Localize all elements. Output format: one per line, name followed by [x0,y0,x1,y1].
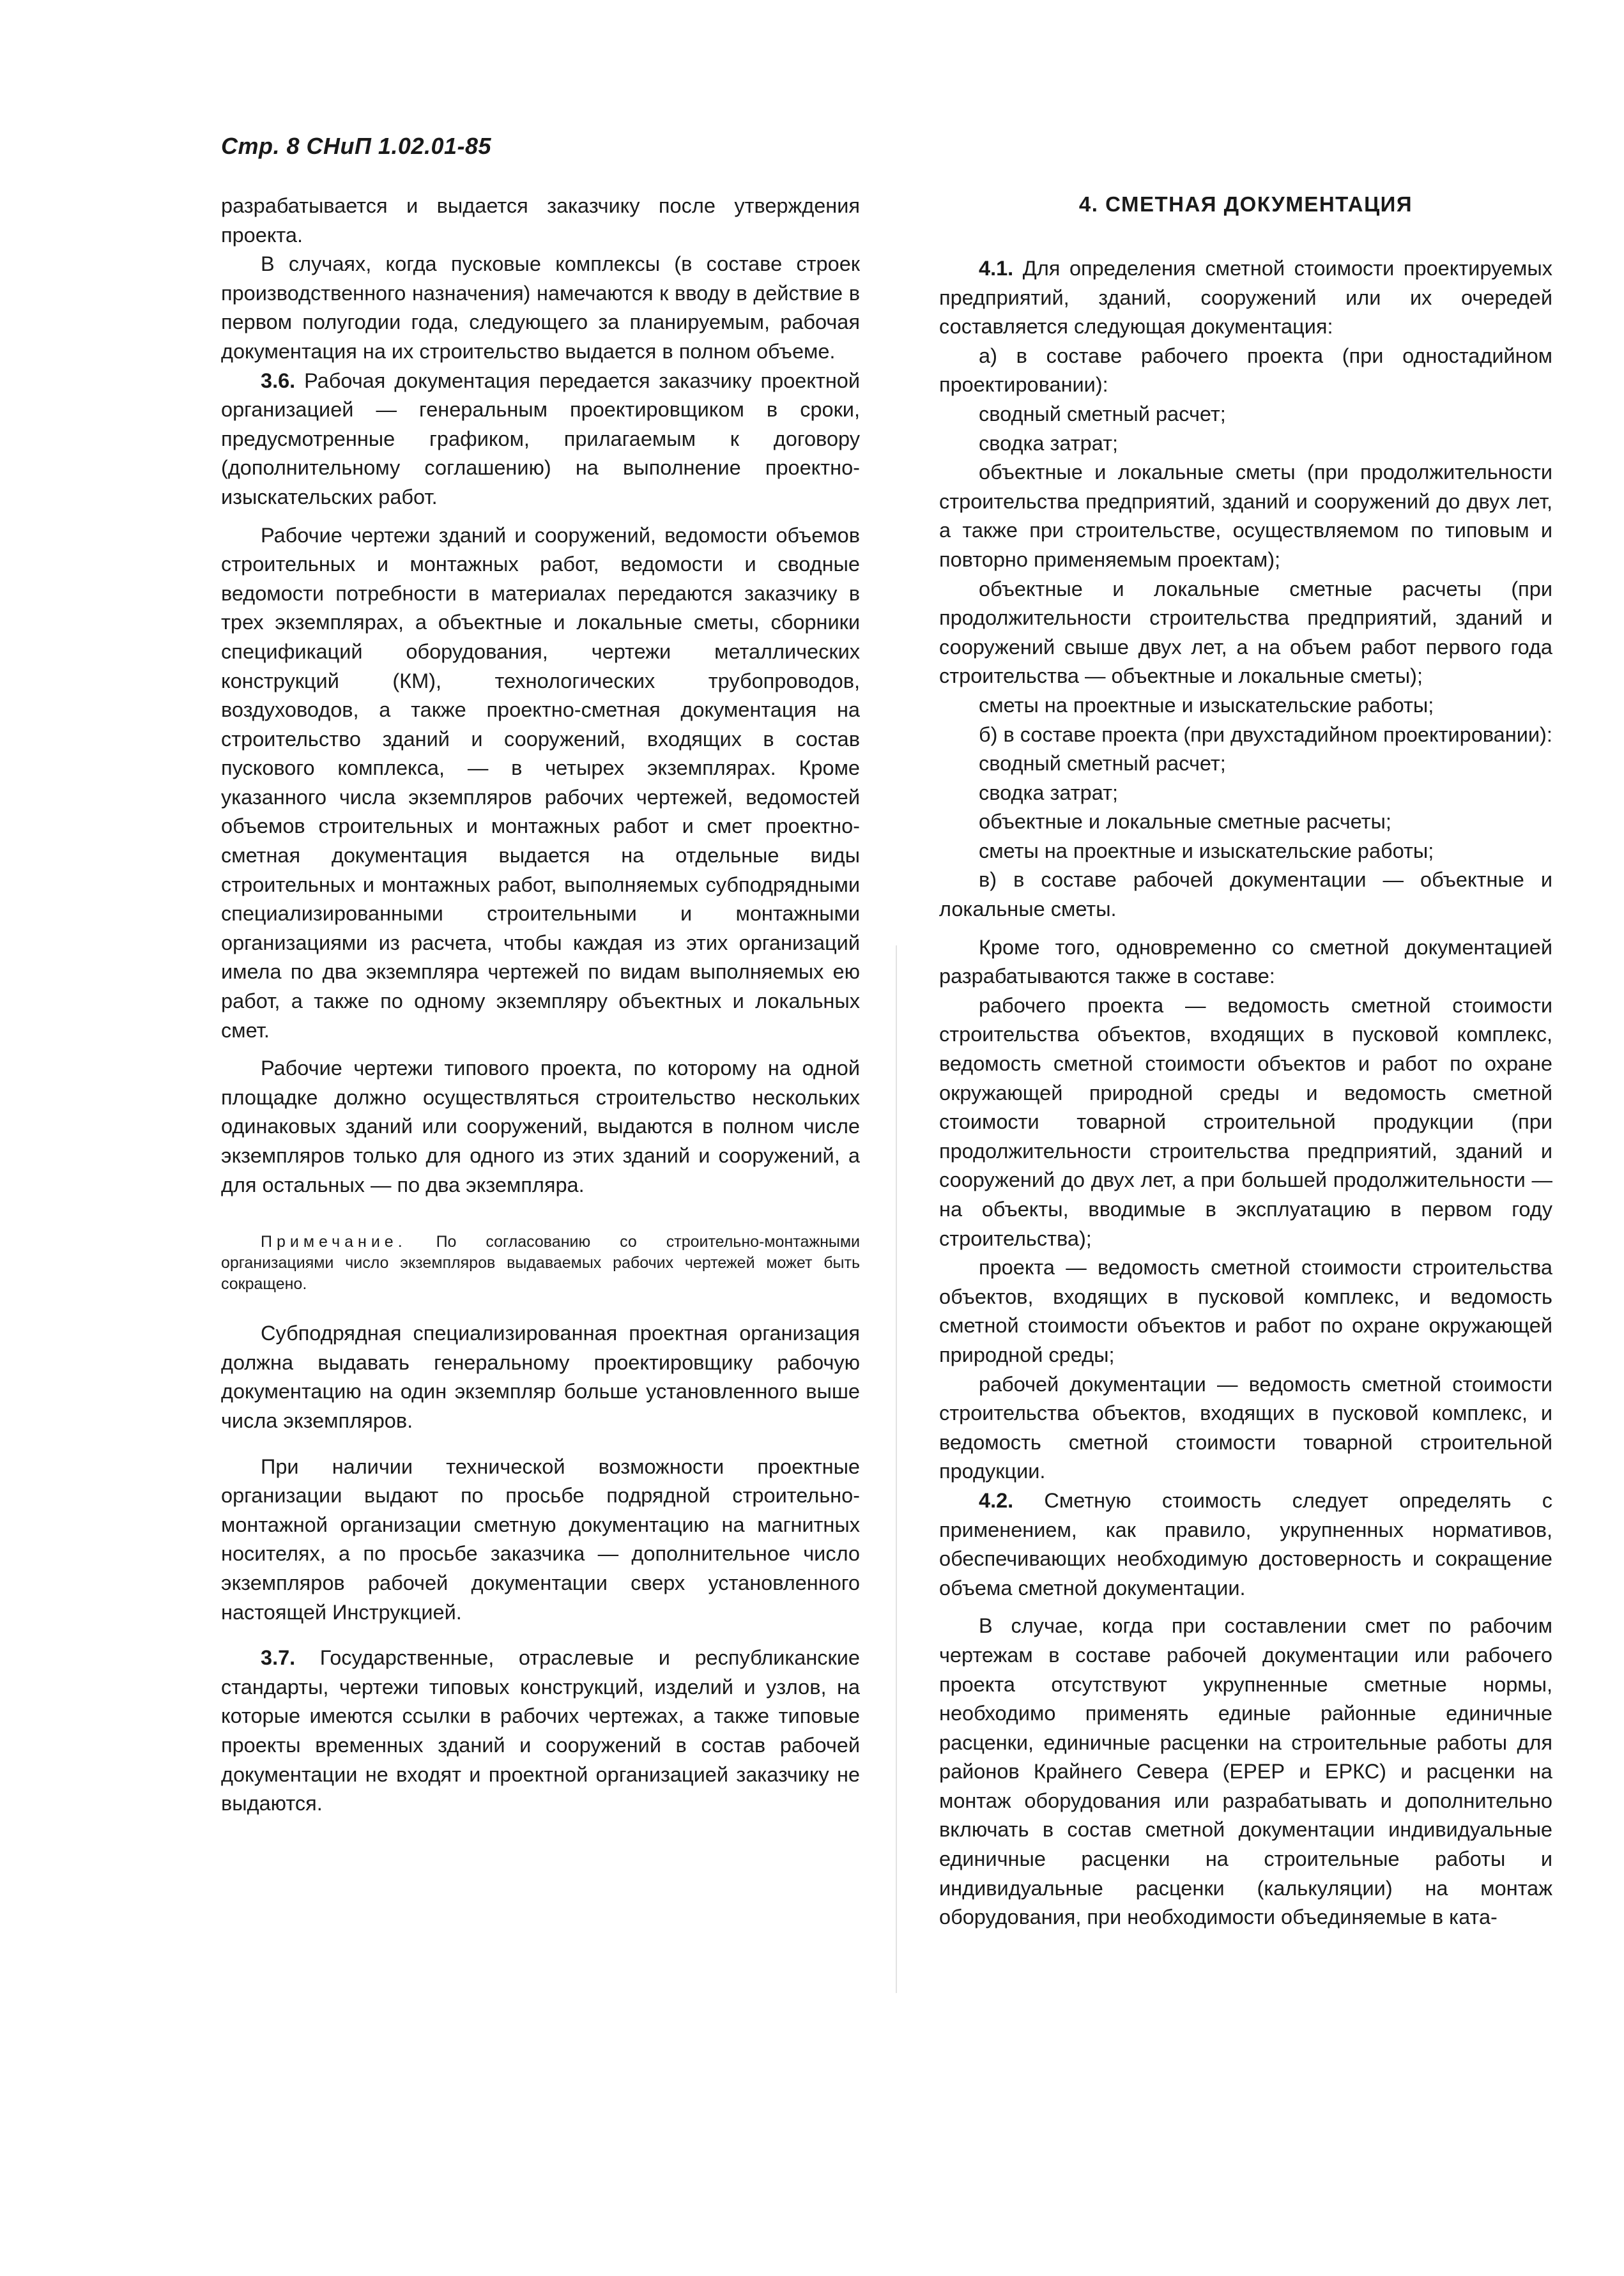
paragraph: Рабочие чертежи зданий и сооружений, ведомости объемов строительных и монтажных работ, ведомости и сводные ведомости потребности в материалах передаются заказчику в трех экземплярах, а объектные и локальные сметы, сборники спецификаций оборудования, чертежи металлических конструкций (КМ), технологических трубопроводов, воздуховодов, а также проектно-сметная документация на строительство зданий и сооружений, входящих в состав пускового комплекса, — в четырех экземплярах. Кроме указанного числа экземпляров рабочих чертежей, ведомостей объемов строительных и монтажных работ и смет проектно-сметная документация выдается на отдельные виды строительных и монтажных работ, выполняемых субподрядными специализированными строительными и монтажными организациями из расчета, чтобы каждая из этих организаций имела по два экземпляра чертежей по видам выполняемых ею работ, а также по одному экземпляру объектных и локальных смет. [221,523,860,1042]
paragraph: При наличии технической возможности проектные организации выдают по просьбе подрядной строительно-монтажной организации сметную документацию на магнитных носителях, а по просьбе заказчика — дополнительное число экземпляров рабочей документации сверх установленного настоящей Инструкцией. [221,1455,860,1624]
paragraph: проекта — ведомость сметной стоимости строительства объектов, входящих в пусковой комплекс, и ведомость сметной стоимости объектов и работ по охране окружающей природной среды; [939,1256,1552,1366]
clause-number: 3.6. [261,369,296,392]
left-column [221,192,860,1819]
list-item: сводный сметный расчет; [979,752,1226,775]
note [221,1232,860,1295]
list-item: сводный сметный расчет; [979,402,1226,425]
paragraph: В случаях, когда пусковые комплексы (в составе строек производственного назначения) намечаются к вводу в действие в первом полугодии года, следующего за планируемым, рабочая документация на их строительство выдается в полном объеме. [221,252,860,363]
note-label: Примечание. [261,1233,407,1251]
paragraph: рабочей документации — ведомость сметной стоимости строительства объектов, входящих в пусковой комплекс, и ведомость сметной стоимости товарной строительной продукции. [939,1372,1552,1483]
list-item: объектные и локальные сметные расчеты (при продолжительности строительства предприятий, зданий и сооружений свыше двух лет, а на объем работ первого года строительства — объектные и локальные сметы); [939,577,1552,688]
clause-3-6 [221,367,860,512]
list-item: сводка затрат; [979,781,1119,804]
note-text: По согласованию со строительно-монтажными организациями число экземпляров выдаваемых рабочих чертежей может быть сокращено. [221,1233,860,1294]
clause-text: Для определения сметной стоимости проектируемых предприятий, зданий, сооружений или их очередей составляется следующая документация: [939,257,1552,339]
list-item: сводка затрат; [979,431,1119,455]
column-divider [896,945,897,1993]
clause-number: 4.2. [979,1488,1014,1512]
list-item: а) в составе рабочего проекта (при одностадийном проектировании): [939,344,1552,397]
clause-4-2 [939,1486,1552,1603]
clause-text: Рабочая документация передается заказчику проектной организацией — генеральным проектировщиком в сроки, предусмотренные графиком, прилагаемым к договору (дополнительному соглашению) на выполнение проектно-изыскательских работ. [221,369,860,508]
list-item: объектные и локальные сметные расчеты; [979,810,1391,834]
clause-text: Сметную стоимость следует определять с применением, как правило, укрупненных нормативов, обеспечивающих необходимую достоверность и сокращение объема сметной документации. [939,1488,1552,1600]
paragraph: Субподрядная специализированная проектная организация должна выдавать генеральному проектировщику рабочую документацию на один экземпляр больше установленного выше числа экземпляров. [221,1322,860,1432]
clause-number: 3.7. [261,1646,296,1670]
clause-4-1 [939,254,1552,342]
clause-number: 4.1. [979,257,1014,280]
clause-3-7 [221,1644,860,1819]
right-column [939,192,1552,1932]
paragraph: разрабатывается и выдается заказчику после утверждения проекта. [221,194,860,247]
paragraph: рабочего проекта — ведомость сметной стоимости строительства объектов, входящих в пусковой комплекс, ведомость сметной стоимости объектов и работ по охране окружающей природной среды и ведомость сметной стоимости товарной строительной продукции (при продолжительности строительства предприятий, зданий и сооружений до двух лет, а при большей продолжительности — на объекты, вводимые в эксплуатацию в первом году строительства); [939,993,1552,1250]
list-item: сметы на проектные и изыскательские работы; [979,693,1434,717]
paragraph: Кроме того, одновременно со сметной документацией разрабатываются также в составе: [939,935,1552,988]
list-item: в) в составе рабочей документации — объектные и локальные сметы. [939,868,1552,921]
paragraph: В случае, когда при составлении смет по рабочим чертежам в составе рабочей документации или рабочего проекта отсутствуют укрупненные сметные нормы, необходимо применять единые районные единичные расценки, единичные расценки на строительные работы для районов Крайнего Севера (ЕРЕР и ЕРКС) и расценки на монтаж оборудования или разрабатывать и дополнительно включать в состав сметной документации индивидуальные единичные расценки на строительные работы и индивидуальные расценки (калькуляции) на монтаж оборудования, при необходимости объединяемые в ката- [939,1614,1552,1929]
clause-text: Государственные, отраслевые и республиканские стандарты, чертежи типовых конструкций, изделий и узлов, на которые имеются ссылки в рабочих чертежах, а также типовые проекты временных зданий и сооружений в состав рабочей документации не входят и проектной организацией заказчику не выдаются. [221,1646,860,1815]
list-item: объектные и локальные сметы (при продолжительности строительства предприятий, зданий и сооружений до двух лет, а также при строительстве, осуществляемом по типовым и повторно применяемым проектам); [939,461,1552,571]
list-item: б) в составе проекта (при двухстадийном проектировании): [979,722,1552,746]
list-item: сметы на проектные и изыскательские работы; [979,839,1434,862]
section-title: 4. СМЕТНАЯ ДОКУМЕНТАЦИЯ [1078,192,1413,216]
paragraph: Рабочие чертежи типового проекта, по которому на одной площадке должно осуществляться строительство нескольких одинаковых зданий или сооружений, выдаются в полном числе экземпляров только для одного из этих зданий и сооружений, а для остальных — по два экземпляра. [221,1057,860,1196]
page-header: Стр. 8 СНиП 1.02.01-85 [221,133,492,159]
